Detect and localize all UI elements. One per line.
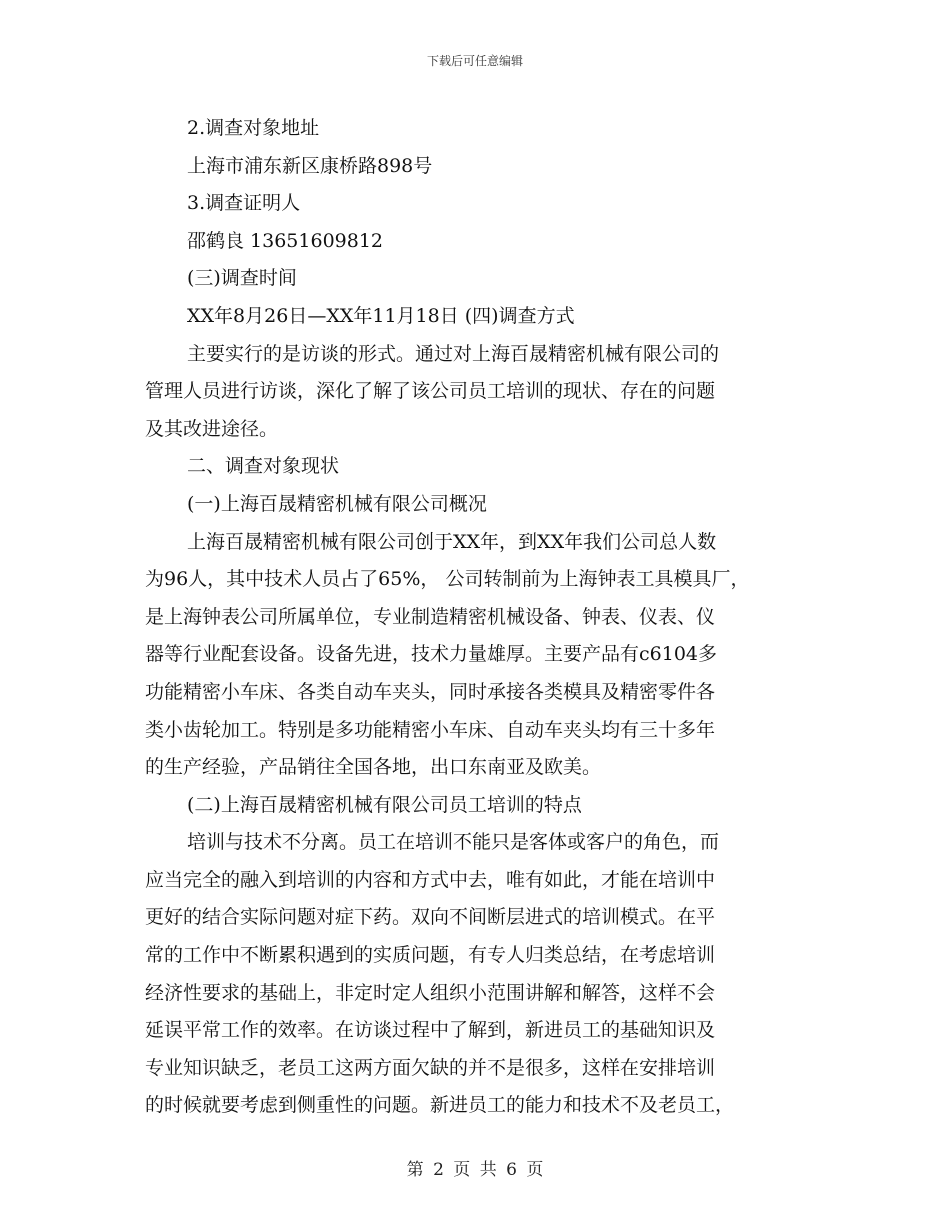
subsection-heading: (一)上海百晟精密机械有限公司概况 (187, 492, 487, 515)
text-line: 管理人员进行访谈，深化了解了该公司员工培训的现状、存在的问题 (145, 380, 716, 403)
page-header: 下载后可任意编辑 (426, 54, 523, 68)
text-line: 上海市浦东新区康桥路898号 (187, 154, 433, 177)
text-line: 邵鹤良 13651609812 (187, 229, 384, 252)
text-line: 专业知识缺乏，老员工这两方面欠缺的并不是很多，这样在安排培训 (145, 1056, 716, 1079)
text-line: 经济性要求的基础上，非定时定人组织小范围讲解和解答，这样不会 (145, 981, 716, 1004)
text-line: 2.调查对象地址 (187, 117, 320, 139)
text-line: 培训与技术不分离。员工在培训不能只是客体或客户的角色，而 (187, 831, 720, 854)
text-line: 的时候就要考虑到侧重性的问题。新进员工的能力和技术不及老员工， (145, 1094, 735, 1117)
text-line: 的生产经验，产品销往全国各地，出口东南亚及欧美。 (145, 756, 602, 779)
text-line: 及其改进途径。 (145, 417, 279, 440)
text-line: (三)调查时间 (187, 267, 297, 290)
text-line: 3.调查证明人 (187, 192, 301, 215)
text-line: 上海百晟精密机械有限公司创于XX年，到XX年我们公司总人数 (187, 530, 717, 553)
page-footer: 第 2 页 共 6 页 (406, 1160, 544, 1180)
document-body (145, 110, 815, 1125)
text-line: 为96人，其中技术人员占了65%， 公司转制前为上海钟表工具模具厂， (145, 568, 750, 591)
subsection-heading: (二)上海百晟精密机械有限公司员工培训的特点 (187, 793, 582, 816)
text-line: 是上海钟表公司所属单位，专业制造精密机械设备、钟表、仪表、仪 (145, 605, 716, 628)
text-line: 类小齿轮加工。特别是多功能精密小车床、自动车夹头均有三十多年 (145, 718, 716, 741)
text-line: 功能精密小车床、各类自动车夹头，同时承接各类模具及精密零件各 (145, 680, 716, 703)
text-line: 器等行业配套设备。设备先进，技术力量雄厚。主要产品有c6104多 (145, 643, 717, 666)
section-heading: 二、调查对象现状 (187, 455, 340, 478)
text-line: 应当完全的融入到培训的内容和方式中去，唯有如此，才能在培训中 (145, 868, 716, 891)
text-line: XX年8月26日—XX年11月18日 (四)调查方式 (187, 304, 575, 327)
text-line: 主要实行的是访谈的形式。通过对上海百晟精密机械有限公司的 (187, 342, 720, 365)
text-line: 常的工作中不断累积遇到的实质问题，有专人归类总结，在考虑培训 (145, 944, 716, 967)
text-line: 更好的结合实际问题对症下药。双向不间断层进式的培训模式。在平 (145, 906, 716, 929)
text-line: 延误平常工作的效率。在访谈过程中了解到，新进员工的基础知识及 (145, 1019, 716, 1042)
